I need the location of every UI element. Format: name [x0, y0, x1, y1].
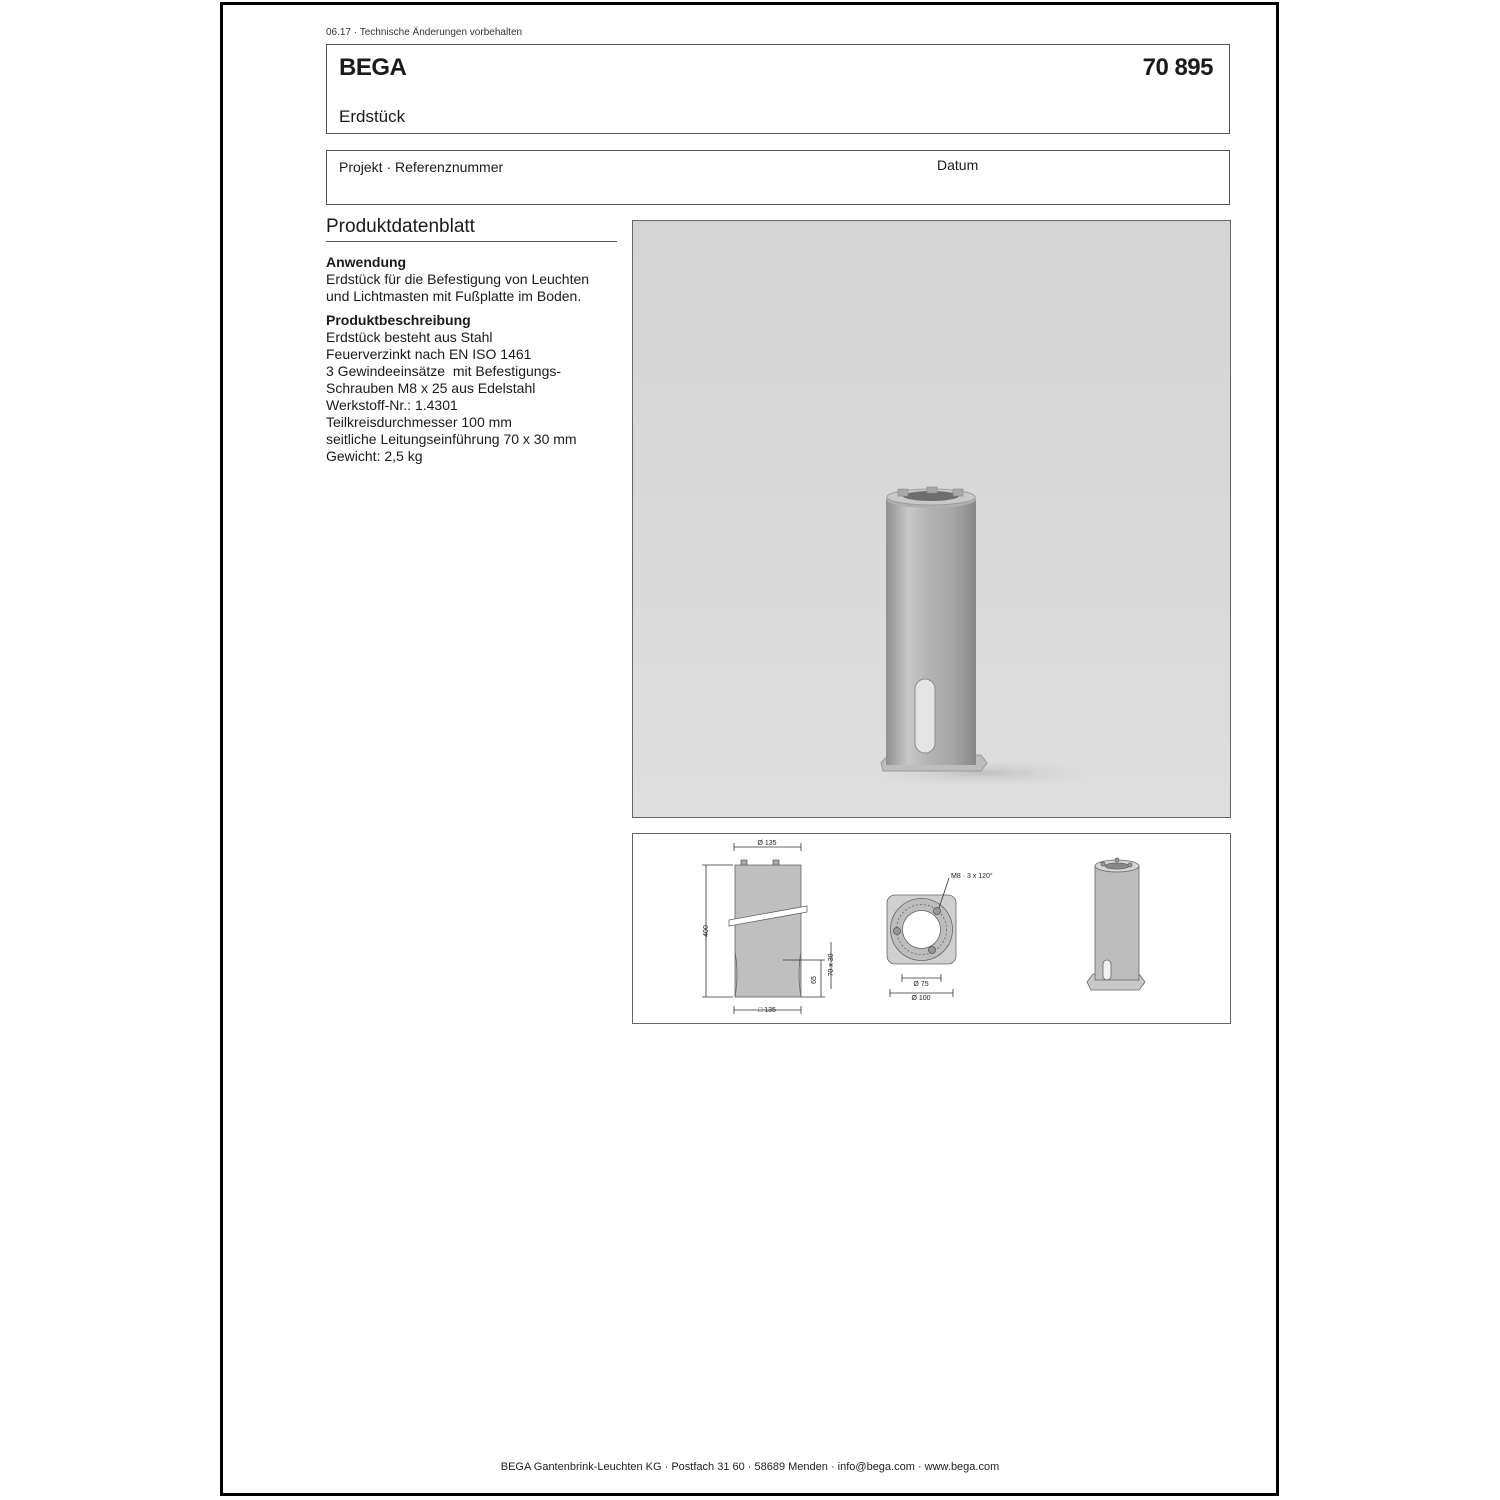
- header-box: [326, 44, 1230, 134]
- dimension-drawing: [633, 834, 1230, 1023]
- article-number: 70 895: [1142, 54, 1213, 81]
- description-line: Gewicht: 2,5 kg: [326, 448, 423, 464]
- product-photo: [632, 220, 1231, 818]
- product-name: Erdstück: [339, 107, 406, 126]
- description-section: [326, 312, 626, 465]
- description-heading: Produktbeschreibung: [326, 312, 471, 328]
- description-line: Feuerverzinkt nach EN ISO 1461: [326, 346, 532, 362]
- perspective-view: [1087, 858, 1145, 990]
- application-heading: Anwendung: [326, 254, 407, 270]
- date-label: Datum: [937, 157, 979, 173]
- description-line: Werkstoff-Nr.: 1.4301: [326, 397, 458, 413]
- footer-address: BEGA Gantenbrink-Leuchten KG · Postfach 31 60 · 58689 Menden · info@bega.com · www.bega.com: [500, 1461, 1000, 1473]
- application-line: Erdstück für die Befestigung von Leuchten: [326, 271, 590, 287]
- description-line: Teilkreisdurchmesser 100 mm: [326, 414, 512, 430]
- application-section: [326, 254, 626, 305]
- dim-base: □ 135: [758, 1007, 776, 1014]
- description-line: seitliche Leitungseinführung 70 x 30 mm: [326, 431, 577, 447]
- dim-top-diameter: Ø 135: [757, 840, 777, 847]
- dim-inner: Ø 75: [913, 981, 929, 988]
- description-line: Schrauben M8 x 25 aus Edelstahl: [326, 380, 536, 396]
- technical-drawing: [632, 833, 1231, 1024]
- top-view: [887, 878, 956, 997]
- section-title: Produktdatenblatt: [326, 216, 617, 242]
- dim-height: 400: [703, 925, 710, 937]
- dim-slot-size: 70 x 30: [828, 953, 835, 977]
- project-box: [326, 150, 1230, 205]
- description-line: 3 Gewindeeinsätze mit Befestigungs-: [326, 363, 562, 379]
- side-view: [702, 843, 831, 1014]
- dim-slot-height: 65: [811, 976, 818, 984]
- spec-text: [326, 254, 626, 472]
- screw-note: M8 · 3 x 120°: [951, 873, 993, 880]
- brand-logo: BEGA: [339, 54, 407, 81]
- description-line: Erdstück besteht aus Stahl: [326, 329, 493, 345]
- ground-socket-illustration: [633, 221, 1230, 817]
- revision-note: 06.17 · Technische Änderungen vorbehalten: [326, 27, 523, 38]
- project-label: Projekt · Referenznummer: [339, 159, 504, 175]
- application-line: und Lichtmasten mit Fußplatte im Boden.: [326, 288, 582, 304]
- dim-pitch: Ø 100: [911, 995, 931, 1002]
